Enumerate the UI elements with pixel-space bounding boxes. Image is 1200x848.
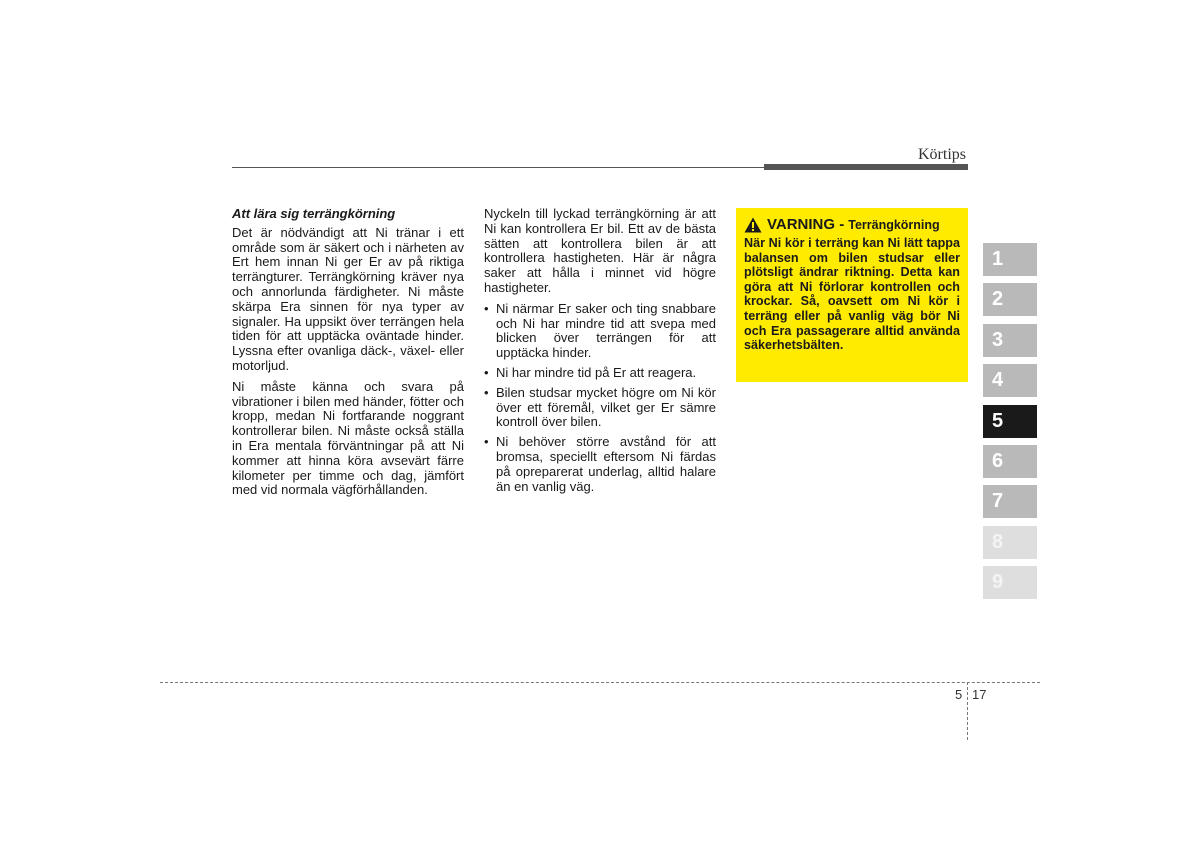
bullet-list [484,302,716,495]
list-item-text: Bilen studsar mycket högre om Ni kör över ett föremål, vilket ger Er sämre kontroll över bilen. [496,384,716,430]
warning-subtitle: Terrängkörning [848,217,940,232]
footer-divider [967,682,968,740]
list-item [484,435,716,494]
bullet-icon: • [484,434,489,450]
list-item [484,386,716,430]
chapter-tabs [983,243,1037,607]
chapter-tab-2[interactable]: 2 [983,283,1037,316]
header-rule-accent [764,164,968,170]
warning-text: När Ni kör i terräng kan Ni lätt tappa balansen om bilen studsar eller plötsligt ändrar riktning. Detta kan göra att Ni förlorar kontrollen och krockar. Så, oavsett om Ni kör i terräng eller på vanlig väg bör Ni och Era passagerare alltid använda säkerhetsbälten. [744,236,960,353]
chapter-tab-6[interactable]: 6 [983,445,1037,478]
bullet-icon: • [484,384,489,400]
chapter-tab-4[interactable]: 4 [983,364,1037,397]
list-item-text: Ni behöver större avstånd för att bromsa, speciellt eftersom Ni färdas på opreparerat underlag, alltid halare än en vanlig väg. [496,434,716,494]
section-title: Körtips [918,146,966,163]
chapter-tab-7[interactable]: 7 [983,485,1037,518]
bullet-icon: • [484,300,489,316]
warning-box [736,208,968,382]
chapter-tab-5[interactable]: 5 [983,405,1037,438]
list-item [484,302,716,361]
chapter-tab-9[interactable]: 9 [983,566,1037,599]
page-header [232,146,968,172]
footer-chapter-number: 5 [955,687,963,702]
paragraph: Det är nödvändigt att Ni tränar i ett område som är säkert och i närheten av Ert hem innan Ni ger Er av på riktiga terrängturer. Terrängkörning kräver nya och annorlunda färdigheter. Ni måste skärpa Era sinnen för nya typer av signaler. Ha uppsikt över terrängen hela tiden för att upptäcka oväntade hinder. Lyssna efter ovanliga däck-, växel- eller motorljud. [232,224,464,373]
footer-page-number: 17 [972,687,987,702]
warning-label: VARNING - [767,216,845,233]
warning-title [744,216,960,233]
header-rule [232,167,764,168]
text-column-left [232,207,464,504]
section-heading: Att lära sig terrängkörning [232,206,396,221]
chapter-tab-8[interactable]: 8 [983,526,1037,559]
bullet-icon: • [484,364,489,380]
footer-rule [160,682,1040,683]
warning-triangle-icon [744,217,762,233]
chapter-tab-3[interactable]: 3 [983,324,1037,357]
list-item-text: Ni närmar Er saker och ting snabbare och Ni har mindre tid att svepa med blicken över terrängen för att upptäcka hinder. [496,300,716,361]
list-item [484,366,716,381]
paragraph: Nyckeln till lyckad terrängkörning är att Ni kan kontrollera Er bil. Ett av de bästa sätten att kontrollera bilen är att kontrollera hastigheten. Här är några saker att hålla i minnet vid högre hastigheter. [484,206,716,295]
chapter-tab-1[interactable]: 1 [983,243,1037,276]
paragraph: Ni måste känna och svara på vibrationer i bilen med händer, fötter och kropp, medan Ni fortfarande noggrant kontrollerar bilen. Ni måste också ställa in Era mentala förväntningar på att Ni kommer att hinna köra avsevärt färre kilometer per timme och dag, jämfört med vid normala vägförhållanden. [232,378,464,498]
list-item-text: Ni har mindre tid på Er att reagera. [496,364,697,380]
text-column-middle [484,207,716,499]
